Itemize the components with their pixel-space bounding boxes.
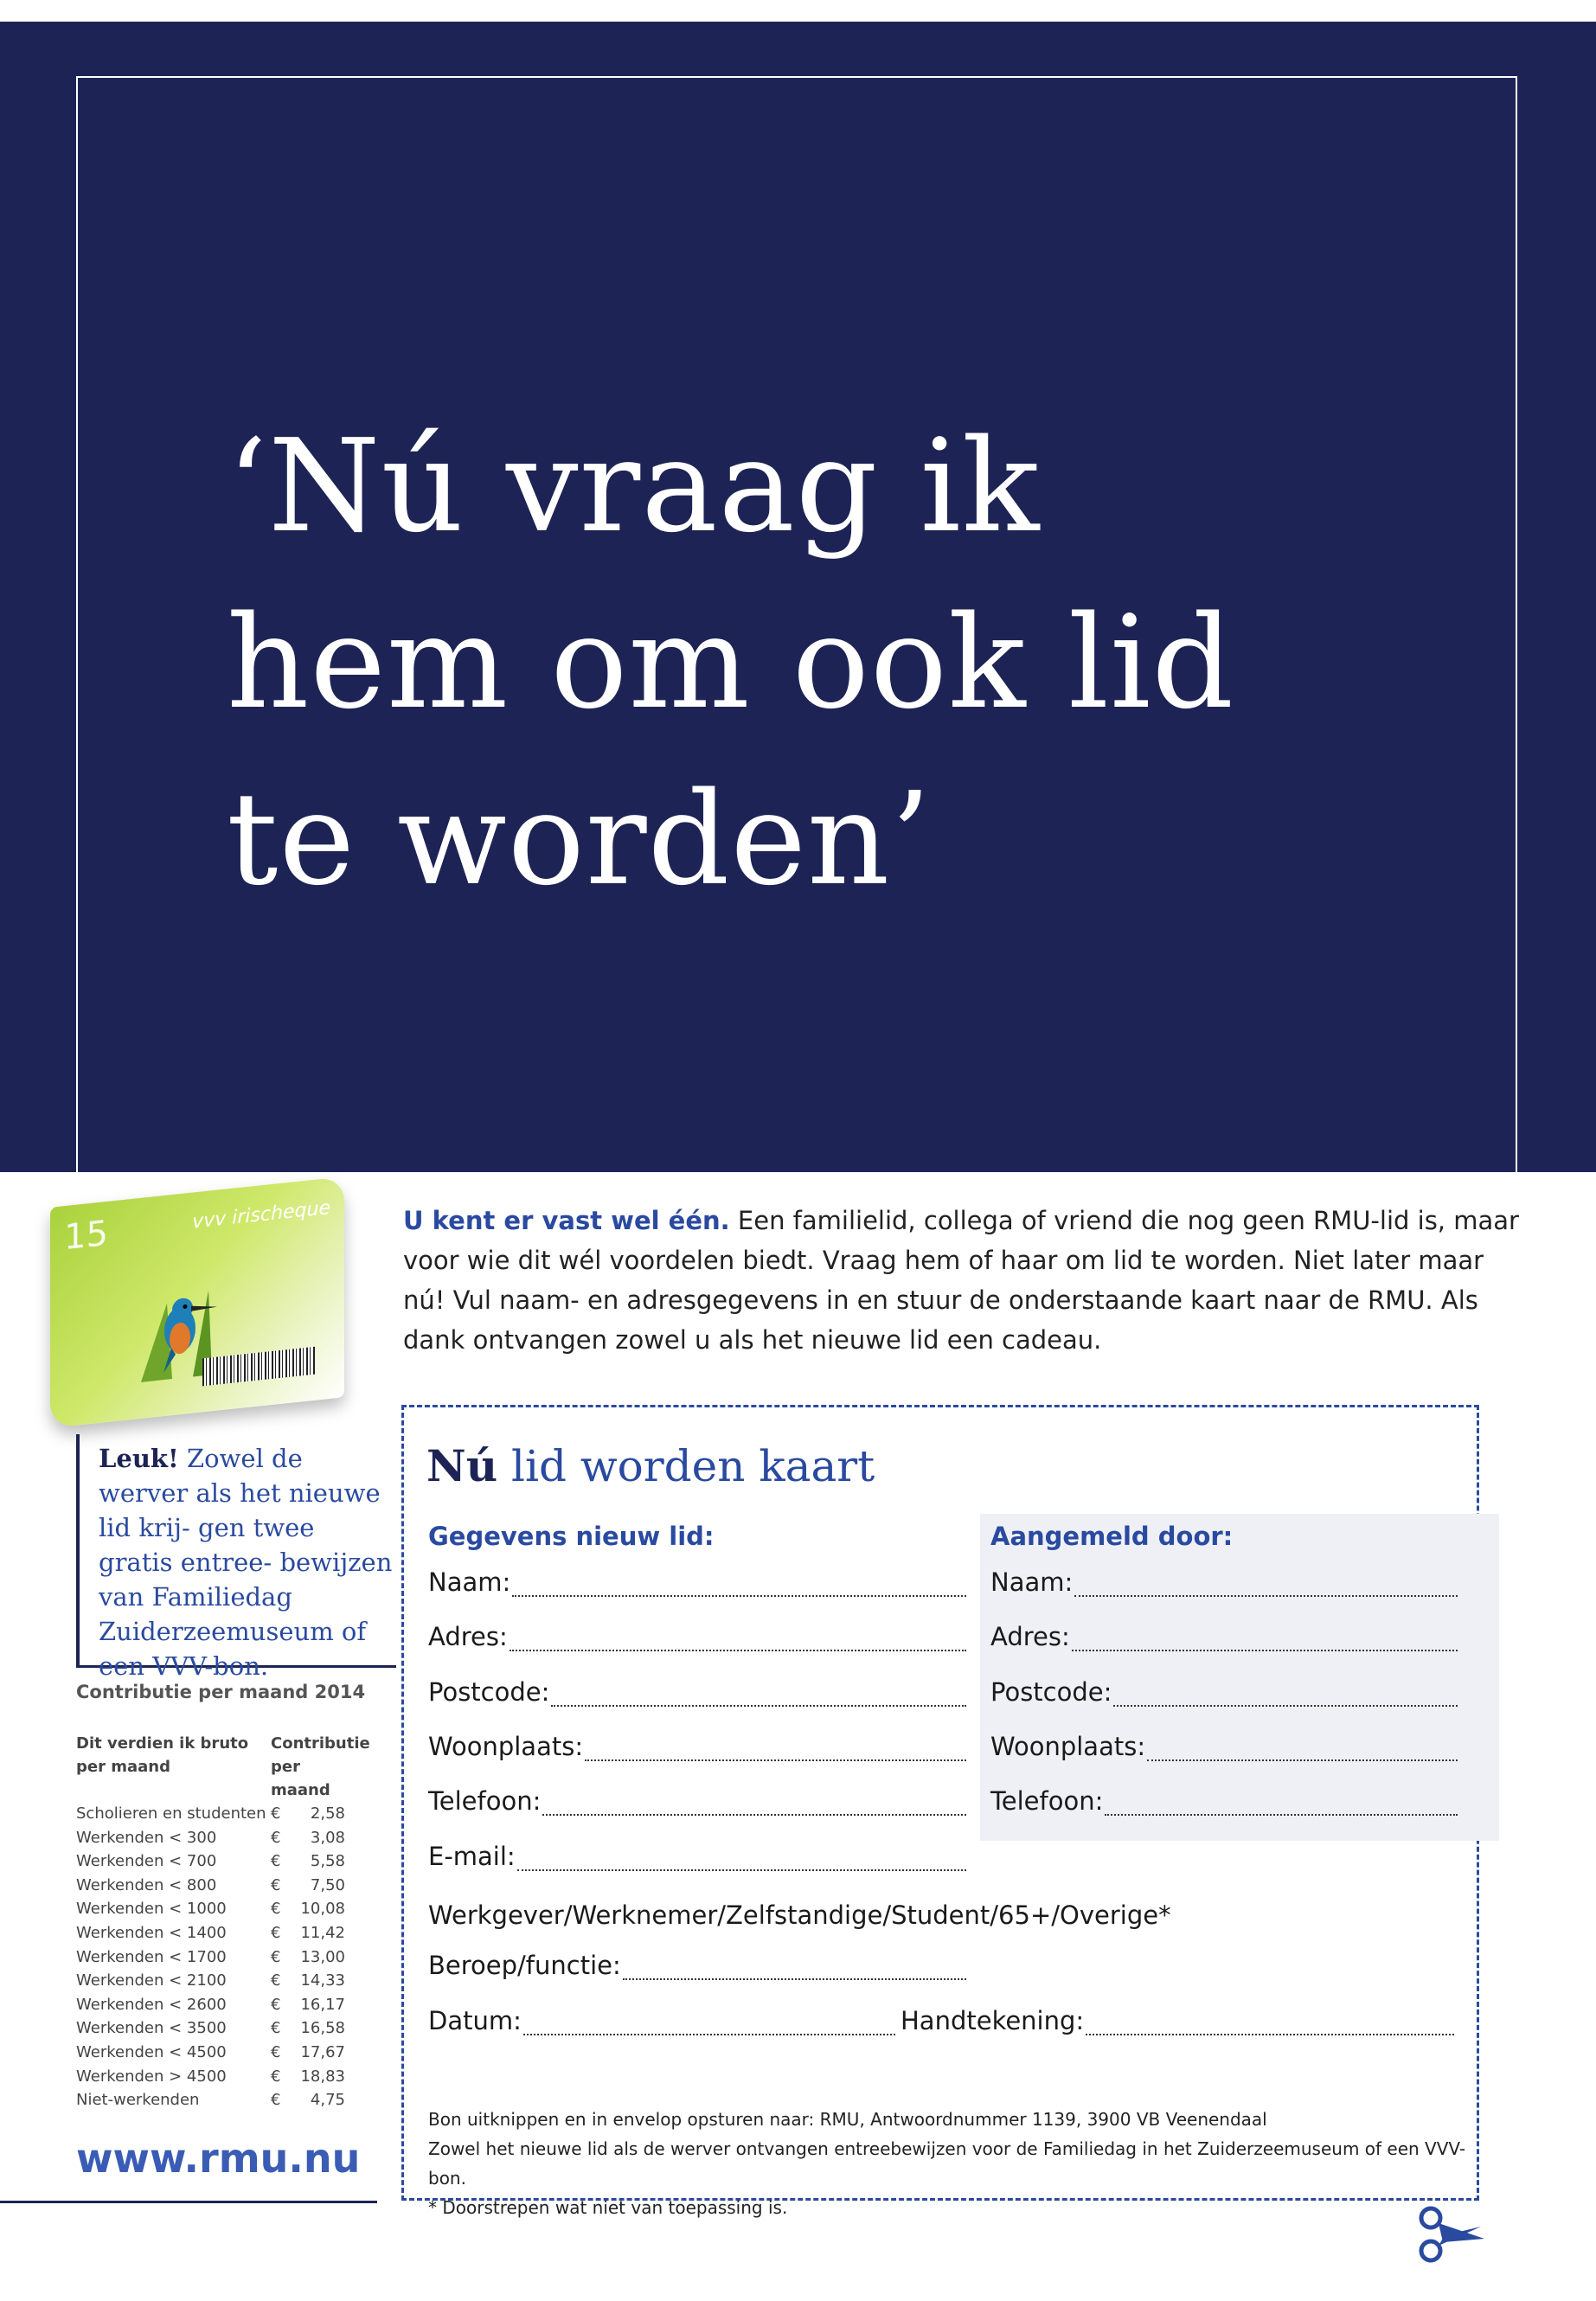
field-label: Naam: — [990, 1567, 1074, 1597]
contribution-row — [76, 1826, 370, 1850]
write-line[interactable] — [1113, 1684, 1458, 1707]
contribution-row — [76, 1993, 370, 2017]
currency-symbol: € — [271, 1875, 281, 1894]
write-line[interactable] — [542, 1793, 966, 1816]
new-member-email-field[interactable] — [428, 1842, 966, 1871]
monthly-fee: 10,08 — [300, 1900, 345, 1919]
currency-symbol: € — [271, 2019, 281, 2038]
monthly-fee: 14,33 — [300, 1971, 345, 1990]
monthly-fee: 3,08 — [310, 1828, 345, 1847]
income-bracket: Werkenden < 800 — [76, 1875, 217, 1894]
field-label: Telefoon: — [990, 1786, 1104, 1816]
headline-line-3: te worden’ — [227, 765, 933, 913]
currency-symbol: € — [271, 1947, 281, 1966]
headline — [227, 398, 1524, 927]
scissors-icon — [1417, 2204, 1486, 2265]
currency-symbol: € — [271, 1923, 281, 1942]
mailing-instructions: Bon uitknippen en in envelop opsturen naar: RMU, Antwoordnummer 1139, 3900 VB Veenendaal — [428, 2109, 1267, 2130]
currency-symbol: € — [271, 1852, 281, 1871]
contribution-row — [76, 1945, 370, 1970]
write-line[interactable] — [523, 2013, 895, 2035]
field-label: Datum: — [428, 2006, 522, 2035]
write-line[interactable] — [585, 1739, 966, 1761]
contribution-row — [76, 2065, 370, 2089]
card-value: 15 — [64, 1213, 108, 1259]
write-line[interactable] — [551, 1684, 966, 1707]
form-footnotes — [428, 2105, 1477, 2222]
new-member-address-field[interactable] — [428, 1622, 966, 1651]
employment-status-options[interactable]: Werkgever/Werknemer/Zelfstandige/Student/65+/Overige* — [428, 1900, 1171, 1930]
income-bracket: Werkenden < 2100 — [76, 1971, 227, 1990]
write-line[interactable] — [1074, 1574, 1458, 1597]
field-label: Postcode: — [990, 1677, 1112, 1707]
contribution-header — [76, 1732, 370, 1802]
income-bracket: Werkenden < 300 — [76, 1828, 217, 1847]
field-label: Woonplaats: — [990, 1732, 1146, 1761]
date-field[interactable] — [428, 2006, 895, 2035]
income-bracket: Werkenden < 4500 — [76, 2042, 227, 2061]
contribution-row — [76, 1802, 370, 1826]
divider — [0, 2201, 377, 2203]
contribution-row — [76, 2088, 370, 2112]
write-line[interactable] — [1105, 1793, 1458, 1816]
gift-note: Zowel het nieuwe lid als de werver ontvangen entreebewijzen voor de Familiedag in het Zuiderzeemuseum of een VVV-bon. — [428, 2138, 1466, 2189]
write-line[interactable] — [1072, 1629, 1458, 1651]
form-title-bold: Nú — [426, 1440, 498, 1491]
new-member-name-field[interactable] — [428, 1567, 966, 1597]
income-bracket: Werkenden < 1400 — [76, 1923, 227, 1942]
income-bracket: Werkenden < 1700 — [76, 1947, 227, 1966]
contribution-table — [76, 1732, 370, 2112]
membership-form — [401, 1405, 1479, 2218]
currency-symbol: € — [271, 1995, 281, 2014]
referrer-city-field[interactable] — [990, 1732, 1458, 1761]
income-bracket: Werkenden < 3500 — [76, 2019, 227, 2038]
write-line[interactable] — [1086, 2013, 1454, 2035]
field-label: Woonplaats: — [428, 1732, 584, 1761]
monthly-fee: 13,00 — [300, 1947, 345, 1966]
monthly-fee: 18,83 — [300, 2067, 345, 2086]
income-bracket: Niet-werkenden — [76, 2091, 200, 2110]
website-link[interactable]: www.rmu.nu — [76, 2135, 361, 2182]
monthly-fee: 7,50 — [310, 1875, 345, 1894]
new-member-postcode-field[interactable] — [428, 1677, 966, 1707]
intro-text: Een familielid, collega of vriend die nog geen RMU-lid is, maar voor wie dit wél voordelen biedt. Vraag hem of haar om lid te worden. Niet later maar nú! Vul naam- en adresgegevens in en stuur de onderstaande kaart naar de RMU. Als dank ontvangen zowel u als het nieuwe lid een cadeau. — [403, 1206, 1519, 1355]
income-bracket: Werkenden < 1000 — [76, 1900, 227, 1919]
currency-symbol: € — [271, 2067, 281, 2086]
intro-lead: U kent er vast wel één. — [403, 1206, 730, 1235]
monthly-fee: 17,67 — [300, 2042, 345, 2061]
monthly-fee: 16,58 — [300, 2019, 345, 2038]
income-bracket: Werkenden < 700 — [76, 1852, 217, 1871]
contribution-row — [76, 2041, 370, 2065]
currency-symbol: € — [271, 1900, 281, 1919]
new-member-city-field[interactable] — [428, 1732, 966, 1761]
field-label: Handtekening: — [901, 2006, 1085, 2035]
contribution-row — [76, 2016, 370, 2041]
card-brand: vvv irischeque — [192, 1196, 330, 1234]
field-label: Beroep/functie: — [428, 1951, 621, 1980]
currency-symbol: € — [271, 1804, 281, 1823]
new-member-phone-field[interactable] — [428, 1786, 966, 1816]
contribution-title: Contributie per maand 2014 — [76, 1682, 366, 1702]
referrer-postcode-field[interactable] — [990, 1677, 1458, 1707]
monthly-fee: 4,75 — [310, 2091, 345, 2110]
referrer-name-field[interactable] — [990, 1567, 1458, 1597]
contribution-row — [76, 1969, 370, 1993]
referrer-heading: Aangemeld door: — [990, 1522, 1234, 1551]
monthly-fee: 2,58 — [310, 1804, 345, 1823]
currency-symbol: € — [271, 2091, 281, 2110]
referrer-address-field[interactable] — [990, 1622, 1458, 1651]
fee-header: Contributie per maand — [271, 1734, 370, 1799]
monthly-fee: 5,58 — [310, 1852, 345, 1871]
vvv-gift-card-image — [50, 1176, 344, 1428]
contribution-row — [76, 1874, 370, 1898]
form-title — [426, 1440, 875, 1491]
income-bracket: Werkenden < 2600 — [76, 1995, 227, 2014]
intro-paragraph — [403, 1201, 1519, 1360]
strike-note: * Doorstrepen wat niet van toepassing is. — [428, 2197, 788, 2218]
write-line[interactable] — [512, 1574, 966, 1597]
field-label: E-mail: — [428, 1842, 516, 1871]
monthly-fee: 16,17 — [300, 1995, 345, 2014]
gift-blurb — [76, 1434, 396, 1681]
contribution-row — [76, 1897, 370, 1921]
form-title-rest: lid worden kaart — [497, 1441, 875, 1491]
field-label: Adres: — [428, 1622, 508, 1651]
currency-symbol: € — [271, 1971, 281, 1990]
field-label: Telefoon: — [428, 1786, 542, 1816]
headline-line-1: ‘Nú vraag ik — [227, 412, 1041, 561]
field-label: Adres: — [990, 1622, 1070, 1651]
write-line[interactable] — [510, 1629, 966, 1651]
field-label: Naam: — [428, 1567, 511, 1597]
write-line[interactable] — [1147, 1739, 1458, 1761]
occupation-field[interactable] — [428, 1951, 966, 1980]
currency-symbol: € — [271, 1828, 281, 1847]
contribution-row — [76, 1921, 370, 1945]
new-member-heading: Gegevens nieuw lid: — [428, 1522, 715, 1551]
blurb-text: Zowel de werver als het nieuwe lid krij- gen twee gratis entree- bewijzen van Familiedag Zuiderzeemuseum of een VVV-bon. — [99, 1444, 393, 1681]
income-bracket: Scholieren en studenten — [76, 1804, 266, 1823]
monthly-fee: 11,42 — [300, 1923, 345, 1942]
contribution-row — [76, 1849, 370, 1874]
currency-symbol: € — [271, 2042, 281, 2061]
field-label: Postcode: — [428, 1677, 550, 1707]
referrer-phone-field[interactable] — [990, 1786, 1458, 1816]
income-bracket: Werkenden > 4500 — [76, 2067, 227, 2086]
headline-line-2: hem om ook lid — [227, 588, 1235, 737]
write-line[interactable] — [623, 1958, 966, 1980]
write-line[interactable] — [517, 1849, 966, 1871]
blurb-lead: Leuk! — [99, 1444, 179, 1473]
income-header: Dit verdien ik bruto per maand — [76, 1734, 249, 1776]
signature-field[interactable] — [901, 2006, 1454, 2035]
